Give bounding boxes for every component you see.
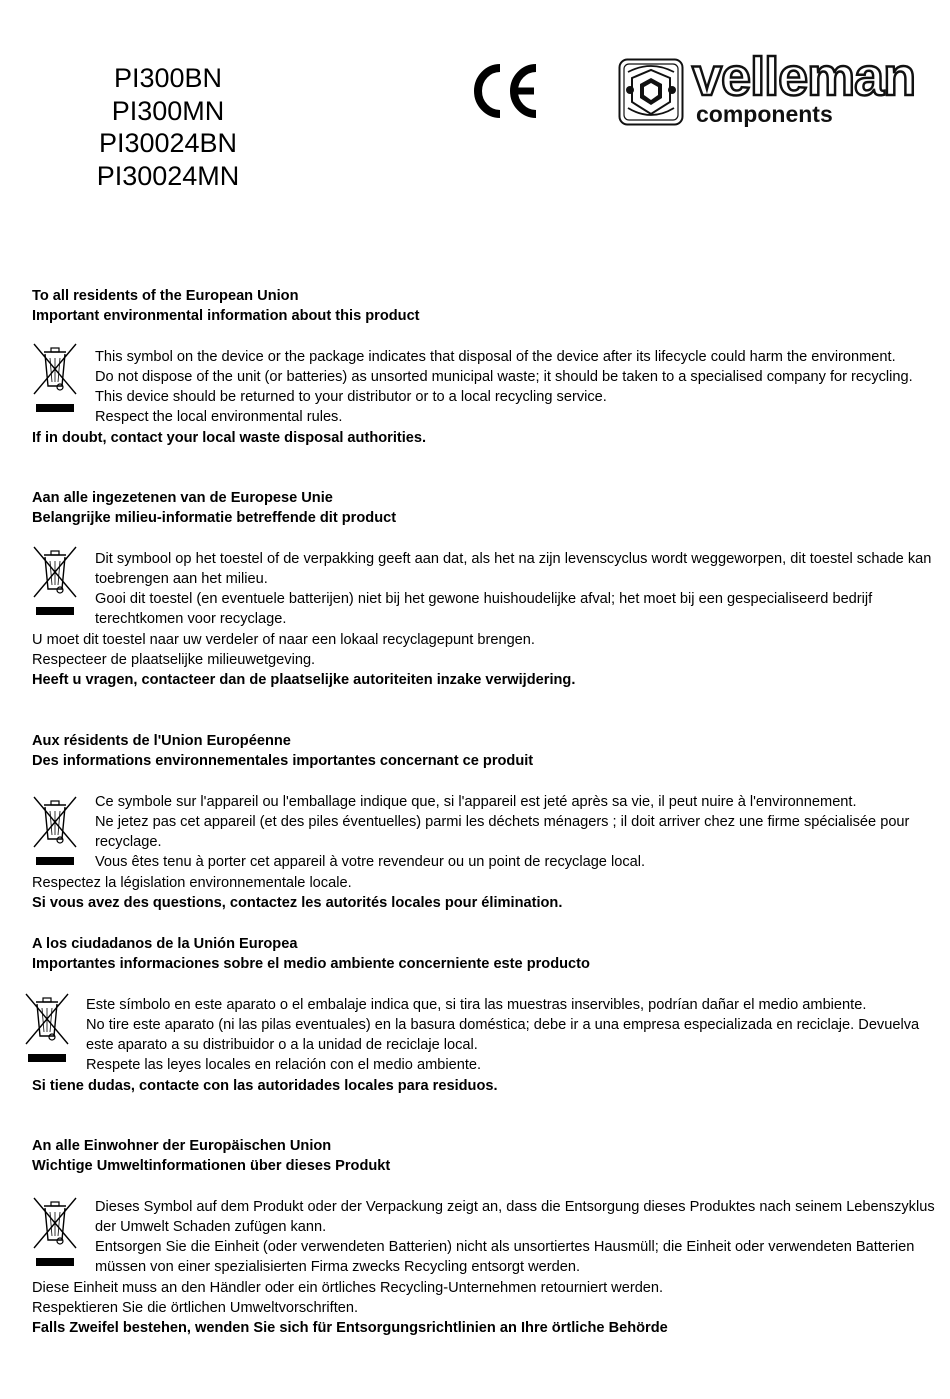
body-line: Respete las leyes locales en relación con el medio ambiente.: [86, 1057, 482, 1074]
brand-name: velleman: [692, 47, 916, 107]
model-number: PI300MN: [111, 95, 225, 126]
closing-line: If in doubt, contact your local waste disposal authorities.: [32, 429, 427, 446]
body-line: This symbol on the device or the package indicates that disposal of the device after its lifecycle could harm the environment.: [95, 348, 896, 365]
body-line: Vous êtes tenu à porter cet appareil à votre revendeur ou un point de recyclage local.: [95, 854, 646, 871]
body-line: recyclage.: [95, 834, 162, 851]
body-line: Respect the local environmental rules.: [95, 409, 343, 426]
model-number: PI30024BN: [98, 128, 238, 158]
body-line: U moet dit toestel naar uw verdeler of naar een lokaal recyclagepunt brengen.: [32, 631, 535, 648]
section-title: Aux résidents de l'Union Européenne: [32, 733, 291, 749]
section-title: Aan alle ingezetenen van de Europese Unie: [32, 490, 333, 506]
section-title: An alle Einwohner der Europäischen Union: [32, 1138, 332, 1154]
section-english: [32, 286, 932, 448]
section-french: [32, 731, 932, 913]
body-line: This device should be returned to your distributor or to a local recycling service.: [95, 389, 607, 406]
brand-logo: [618, 47, 922, 128]
brand-subtitle: components: [696, 101, 833, 127]
closing-line: Si vous avez des questions, contactez les autorités locales pour élimination.: [32, 895, 563, 912]
closing-line: Falls Zweifel bestehen, wenden Sie sich für Entsorgungsrichtlinien an Ihre örtliche Behörde: [32, 1320, 668, 1337]
body-line: Ne jetez pas cet appareil (et des piles éventuelles) parmi les déchets ménagers ; il doit arriver chez une firme spécialisée pour: [95, 813, 910, 830]
section-subtitle: Des informations environnementales importantes concernant ce produit: [32, 753, 534, 770]
body-line: No tire este aparato (ni las pilas eventuales) en la basura doméstica; debe ir a una empresa especializada en reciclaje. Devuelva: [86, 1016, 920, 1033]
body-line: Respecteer de plaatselijke milieuwetgeving.: [32, 652, 316, 669]
closing-line: Heeft u vragen, contacteer dan de plaatselijke autoriteiten inzake verwijdering.: [32, 672, 576, 689]
model-list: [92, 62, 244, 192]
body-line: Dit symbool op het toestel of de verpakking geeft aan dat, als het na zijn levenscyclus wordt weggeworpen, dit toestel schade kan: [95, 550, 932, 567]
weee-bin-icon: [30, 545, 80, 621]
body-line: Diese Einheit muss an den Händler oder ein örtliches Recycling-Unternehmen retourniert werden.: [32, 1279, 664, 1296]
model-number: PI30024MN: [96, 160, 240, 191]
body-line: Do not dispose of the unit (or batteries) as unsorted municipal waste; it should be taken to a specialised company for recycling.: [95, 368, 913, 385]
section-title: To all residents of the European Union: [32, 288, 299, 304]
brand-emblem-icon: [618, 58, 684, 126]
section-subtitle: Belangrijke milieu-informatie betreffende dit product: [32, 510, 397, 527]
section-subtitle: Important environmental information about this product: [32, 308, 420, 325]
weee-bin-icon: [30, 795, 80, 871]
body-line: müssen von einer spezialisierten Firma zwecks Recycling entsorgt werden.: [95, 1259, 581, 1276]
body-line: terechtkomen voor recyclage.: [95, 611, 287, 628]
body-line: este aparato a su distribuidor o a la unidad de reciclaje local.: [86, 1037, 478, 1054]
body-line: der Umwelt Schaden zufügen kann.: [95, 1218, 327, 1235]
closing-line: Si tiene dudas, contacte con las autoridades locales para residuos.: [32, 1077, 498, 1094]
section-spanish: [32, 934, 932, 1096]
body-line: Entsorgen Sie die Einheit (oder verwendeten Batterien) nicht als unsortiertes Hausmüll; die Einheit oder verwendeten Batterien: [95, 1239, 915, 1256]
section-german: [32, 1136, 935, 1339]
body-line: Gooi dit toestel (en eventuele batterijen) niet bij het gewone huishoudelijke afval; het moet bij een gespecialiseerd bedrijf: [95, 591, 873, 608]
section-subtitle: Wichtige Umweltinformationen über dieses Produkt: [32, 1158, 391, 1175]
section-title: A los ciudadanos de la Unión Europea: [32, 936, 298, 952]
body-line: Respectez la législation environnementale locale.: [32, 874, 352, 891]
body-line: Ce symbole sur l'appareil ou l'emballage indique que, si l'appareil est jeté après sa vie, il peut nuire à l'environnement.: [95, 793, 857, 810]
model-number: PI300BN: [113, 63, 223, 93]
weee-bin-icon: [30, 1196, 80, 1272]
body-line: Este símbolo en este aparato o el embalaje indica que, si tira las muestras inservibles, podrían dañar el medio ambiente.: [86, 996, 867, 1013]
body-line: toebrengen aan het milieu.: [95, 570, 268, 587]
weee-bin-icon: [30, 342, 80, 418]
body-line: Respektieren Sie die örtlichen Umweltvorschriften.: [32, 1300, 359, 1317]
section-dutch: [32, 488, 932, 691]
section-subtitle: Importantes informaciones sobre el medio ambiente concerniente este producto: [32, 956, 590, 973]
ce-mark-icon: [470, 62, 540, 120]
body-line: Dieses Symbol auf dem Produkt oder der Verpackung zeigt an, dass die Entsorgung dieses Produktes nach seinem Lebenszyklus: [95, 1198, 935, 1215]
weee-bin-icon: [22, 992, 72, 1068]
